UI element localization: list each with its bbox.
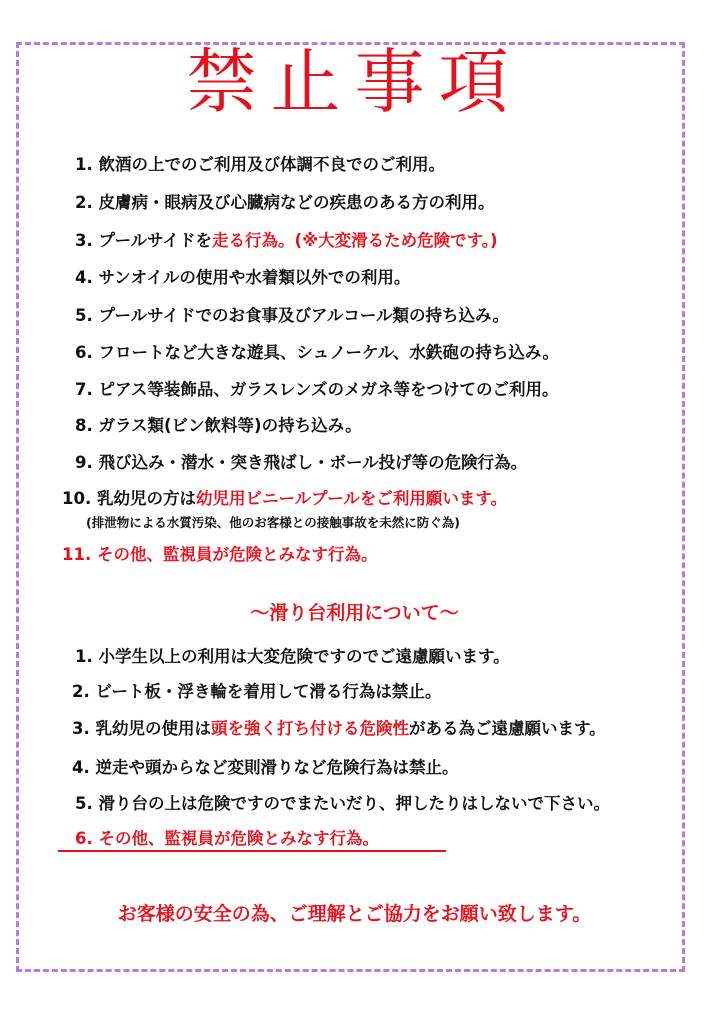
slide-rule-1: 1. 小学生以上の利用は大変危険ですのでご遠慮願います。: [75, 647, 510, 666]
rule-8: 8. ガラス類(ビン飲料等)の持ち込み。: [75, 416, 362, 435]
rule-7: 7. ピアス等装飾品、ガラスレンズのメガネ等をつけてのご利用。: [75, 380, 559, 399]
rule-3: 3. プールサイドを走る行為。(※大変滑るため危険です。): [75, 231, 498, 250]
slide-rule-6-underline: [58, 850, 446, 852]
slide-rule-2: 2. ビート板・浮き輪を着用して滑る行為は禁止。: [72, 682, 442, 701]
slide-rule-3: 3. 乳幼児の使用は頭を強く打ち付ける危険性がある為ご遠慮願います。: [72, 719, 606, 738]
rule-10: 10. 乳幼児の方は幼児用ビニールプールをご利用願います。: [62, 489, 508, 508]
rule-10-note: (排泄物による水質汚染、他のお客様との接触事故を未然に防ぐ為): [86, 515, 460, 530]
rule-5: 5. プールサイドでのお食事及びアルコール類の持ち込み。: [75, 306, 510, 325]
page-title: 禁止事項: [186, 41, 523, 123]
rule-4: 4. サンオイルの使用や水着類以外での利用。: [75, 268, 411, 287]
rule-11: 11. その他、監視員が危険とみなす行為。: [62, 545, 378, 564]
slide-rule-5: 5. 滑り台の上は危険ですのでまたいだり、押したりはしないで下さい。: [75, 794, 610, 813]
slide-rule-4: 4. 逆走や頭からなど変則滑りなど危険行為は禁止。: [72, 758, 459, 777]
closing-message: お客様の安全の為、ご理解とご協力をお願い致します。: [117, 903, 592, 925]
rule-1: 1. 飲酒の上でのご利用及び体調不良でのご利用。: [75, 155, 445, 174]
rule-2: 2. 皮膚病・眼病及び心臓病などの疾患のある方の利用。: [75, 193, 495, 212]
slide-heading: ～滑り台利用について～: [250, 602, 459, 624]
rule-6: 6. フロートなど大きな遊具、シュノーケル、水鉄砲の持ち込み。: [75, 343, 559, 362]
rule-9: 9. 飛び込み・潜水・突き飛ばし・ボール投げ等の危険行為。: [75, 453, 528, 472]
slide-rule-6: 6. その他、監視員が危険とみなす行為。: [75, 829, 379, 848]
